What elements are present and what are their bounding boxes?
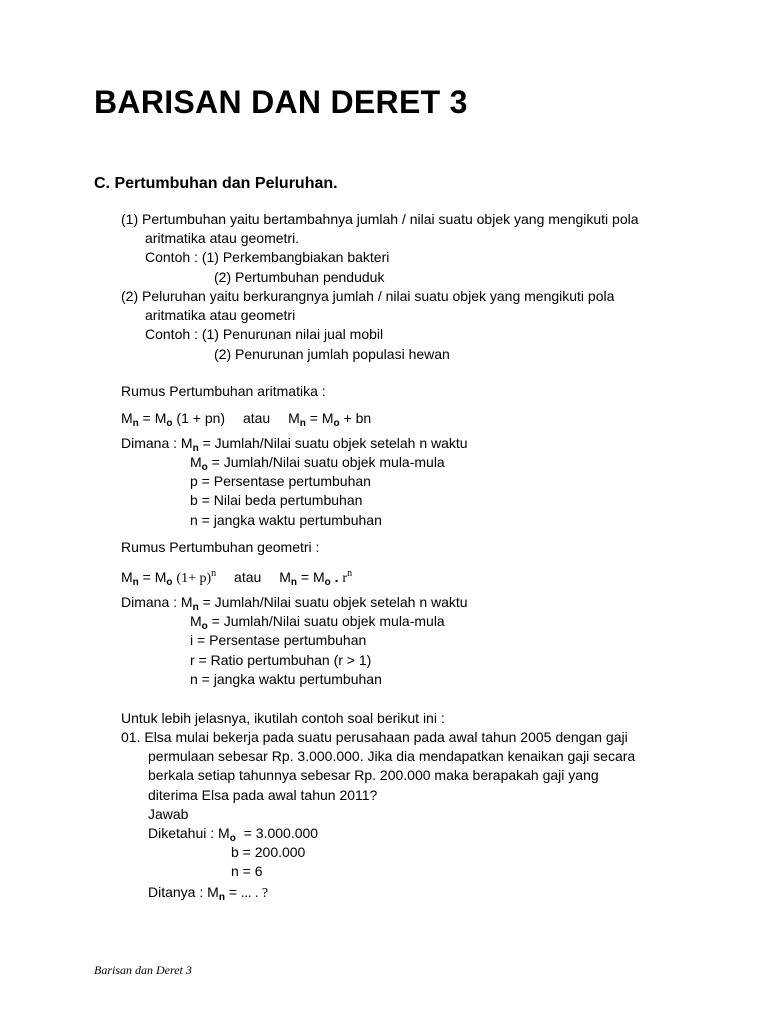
geo-formula: $M_n = M_o$ $(1+ p)^n$ atau $M_n = M_o$ . $r^n$ [121,568,353,588]
geo-def-mn: Dimana : $M_n$ = Jumlah/Nilai suatu objek setelah n waktu [121,594,468,613]
arith-def-p: p = Persentase pertumbuhan [190,473,371,489]
geo-def-n: n = jangka waktu pertumbuhan [190,671,382,687]
growth-example-1: Contoh : (1) Perkembangbiakan bakteri [145,249,390,265]
definition-decay-line2: aritmatika atau geometri [145,307,296,323]
known-mo: Diketahui : $M_o = 3.000.000$ [148,825,319,844]
arith-def-mn: Dimana : $M_n$ = Jumlah/Nilai suatu objek setelah n waktu [121,435,468,454]
geo-def-mo: $M_o$ = Jumlah/Nilai suatu objek mula-mula [190,613,445,632]
decay-example-1: Contoh : (1) Penurunan nilai jual mobil [145,326,384,342]
question-line-4: diterima Elsa pada awal tahun 2011? [148,787,378,803]
arith-def-b: b = Nilai beda pertumbuhan [190,492,363,508]
arith-heading: Rumus Pertumbuhan aritmatika : [121,383,326,399]
question-line-1: 01. Elsa mulai bekerja pada suatu perusahaan pada awal tahun 2005 dengan gaji [121,729,628,745]
growth-example-2: (2) Pertumbuhan penduduk [214,269,385,285]
known-n: n = 6 [231,863,263,879]
example-intro: Untuk lebih jelasnya, ikutilah contoh soal berikut ini : [121,710,445,726]
geo-def-r: r = Ratio pertumbuhan (r > 1) [190,652,372,668]
definition-growth-line1: (1) Pertumbuhan yaitu bertambahnya jumlah / nilai suatu objek yang mengikuti pola [121,211,639,227]
page-footer: Barisan dan Deret 3 [94,963,192,977]
decay-example-2: (2) Penurunan jumlah populasi hewan [214,346,450,362]
asked-mn: Ditanya : $M_n$ = ... . ? [148,884,269,903]
section-heading: C. Pertumbuhan dan Peluruhan. [94,175,338,192]
arith-def-n: n = jangka waktu pertumbuhan [190,512,382,528]
definition-growth-line2: aritmatika atau geometri. [145,230,300,246]
geo-def-i: i = Persentase pertumbuhan [190,632,367,648]
definition-decay-line1: (2) Peluruhan yaitu berkurangnya jumlah / nilai suatu objek yang mengikuti pola [121,288,615,304]
known-b: b = 200.000 [231,844,306,860]
answer-label: Jawab [148,806,189,822]
arith-def-mo: $M_o$ = Jumlah/Nilai suatu objek mula-mula [190,454,445,473]
page-title: BARISAN DAN DERET 3 [94,84,468,120]
question-line-3: berkala setiap tahunnya sebesar Rp. 200.000 maka berapakah gaji yang [148,767,599,783]
question-line-2: permulaan sebesar Rp. 3.000.000. Jika dia mendapatkan kenaikan gaji secara [148,748,636,764]
arith-formula: $M_n = M_o$ (1 + pn) atau $M_n = M_o$ + bn [121,410,372,429]
geo-heading: Rumus Pertumbuhan geometri : [121,539,320,555]
